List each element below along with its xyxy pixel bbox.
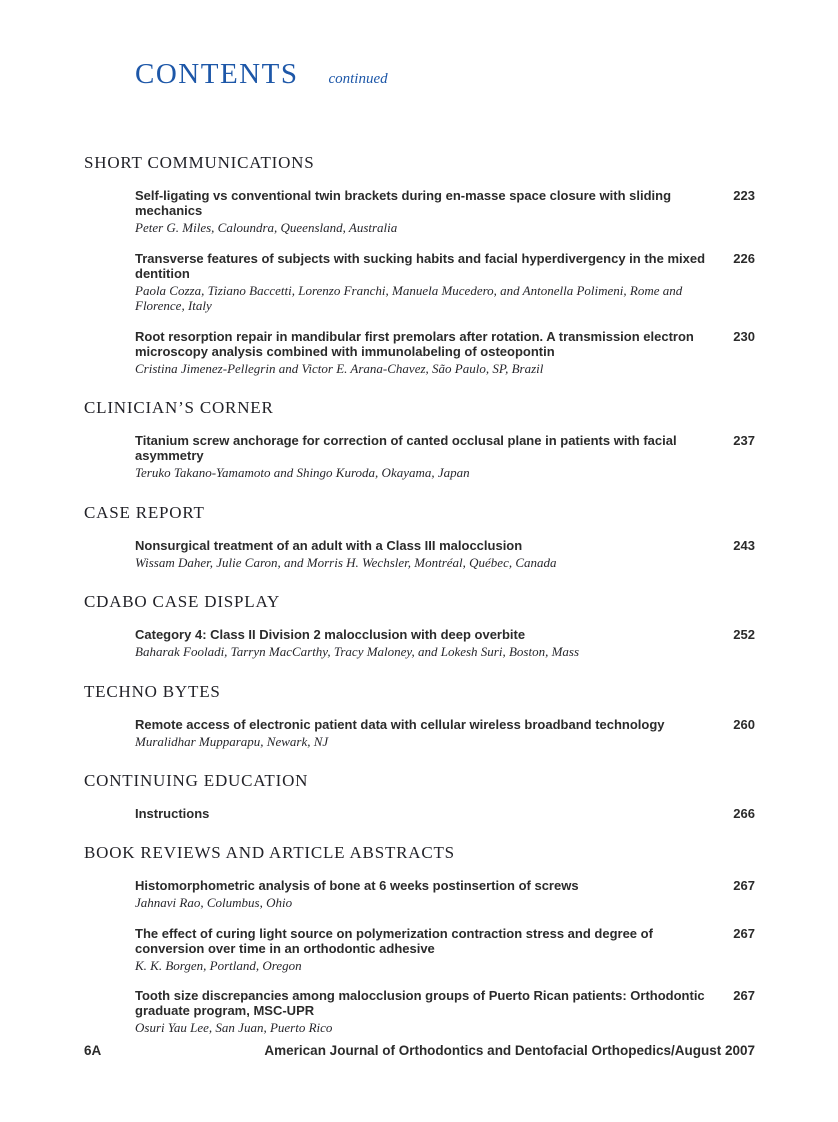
article-title: Self-ligating vs conventional twin brackets during en-masse space closure with sliding mechanics xyxy=(135,188,672,218)
section-clinicians-corner xyxy=(84,398,755,481)
article-page-number: 223 xyxy=(733,188,755,203)
toc-entry xyxy=(84,188,755,236)
article-title: Histomorphometric analysis of bone at 6 weeks postinsertion of screws xyxy=(135,878,579,893)
section-cdabo-case-display xyxy=(84,592,755,660)
article-authors: Wissam Daher, Julie Caron, and Morris H. Wechsler, Montréal, Québec, Canada xyxy=(135,554,557,570)
page-title: CONTENTS xyxy=(135,58,299,90)
toc-entry-title-row xyxy=(135,251,755,281)
article-title: Root resorption repair in mandibular first premolars after rotation. A transmission electron microscopy analysis combined with immunolabeling of osteopontin xyxy=(135,328,694,359)
toc-entry-title-row xyxy=(135,717,755,732)
toc-entry-title-row xyxy=(135,188,755,218)
toc-entry xyxy=(84,926,755,974)
article-title: Remote access of electronic patient data with cellular wireless broadband technology xyxy=(135,716,665,732)
toc-entry xyxy=(84,433,755,481)
section-short-communications xyxy=(84,153,755,376)
article-title: Titanium screw anchorage for correction of canted occlusal plane in patients with facial asymmetry xyxy=(135,433,677,463)
article-authors: Peter G. Miles, Caloundra, Queensland, Australia xyxy=(135,220,398,235)
toc-entry-title-row xyxy=(135,433,755,463)
section-heading: TECHNO BYTES xyxy=(84,681,221,701)
article-title: The effect of curing light source on polymerization contraction stress and degree of conversion over time in an orthodontic adhesive xyxy=(135,925,653,956)
article-authors: Osuri Yau Lee, San Juan, Puerto Rico xyxy=(135,1020,333,1035)
toc-entry-title-row xyxy=(135,878,755,893)
footer-page-label: 6A xyxy=(84,1043,102,1058)
page-footer xyxy=(84,1043,755,1058)
section-continuing-education xyxy=(84,771,755,821)
article-page-number: 260 xyxy=(733,716,755,732)
section-heading: CONTINUING EDUCATION xyxy=(84,771,309,790)
toc-entry xyxy=(84,717,755,750)
article-authors: Muralidhar Mupparapu, Newark, NJ xyxy=(135,733,329,749)
article-page-number: 252 xyxy=(733,627,755,642)
article-authors: K. K. Borgen, Portland, Oregon xyxy=(135,957,302,973)
toc-entry xyxy=(84,329,755,377)
toc-entry xyxy=(84,806,755,821)
footer-journal-title: American Journal of Orthodontics and Dentofacial Orthopedics/August 2007 xyxy=(264,1043,755,1058)
section-book-reviews-and-article-abstracts xyxy=(84,843,755,1036)
toc-entry xyxy=(84,988,755,1036)
article-title: Category 4: Class II Division 2 malocclusion with deep overbite xyxy=(135,627,526,642)
section-heading: CDABO CASE DISPLAY xyxy=(84,592,281,611)
article-title: Tooth size discrepancies among malocclusion groups of Puerto Rican patients: Orthodontic graduate program, MSC-UPR xyxy=(135,988,705,1018)
article-authors: Baharak Fooladi, Tarryn MacCarthy, Tracy Maloney, and Lokesh Suri, Boston, Mass xyxy=(135,644,580,659)
article-page-number: 267 xyxy=(733,925,755,941)
article-title: Nonsurgical treatment of an adult with a Class III malocclusion xyxy=(135,537,523,553)
toc-entry-title-row xyxy=(135,988,755,1018)
toc-entry-title-row xyxy=(135,538,755,553)
section-heading: CLINICIAN’S CORNER xyxy=(84,398,274,417)
section-case-report xyxy=(84,503,755,571)
toc-entry xyxy=(84,538,755,571)
page-header xyxy=(135,58,755,91)
continued-label: continued xyxy=(328,71,388,87)
toc-entry-title-row xyxy=(135,627,755,642)
article-title: Instructions xyxy=(135,806,210,821)
toc-entry-title-row xyxy=(135,806,755,821)
toc-entry xyxy=(84,251,755,314)
article-page-number: 266 xyxy=(733,806,755,821)
section-heading: BOOK REVIEWS AND ARTICLE ABSTRACTS xyxy=(84,843,455,862)
article-page-number: 243 xyxy=(733,537,755,553)
article-authors: Jahnavi Rao, Columbus, Ohio xyxy=(135,895,293,910)
toc-entry xyxy=(84,878,755,911)
section-techno-bytes xyxy=(84,682,755,750)
section-heading: CASE REPORT xyxy=(84,502,205,522)
article-authors: Paola Cozza, Tiziano Baccetti, Lorenzo Franchi, Manuela Mucedero, and Antonella Polimeni, Rome and Florence, Italy xyxy=(135,282,683,313)
toc-entry xyxy=(84,627,755,660)
article-page-number: 226 xyxy=(733,250,755,266)
article-title: Transverse features of subjects with sucking habits and facial hyperdivergency in the mixed dentition xyxy=(135,250,706,281)
article-authors: Teruko Takano-Yamamoto and Shingo Kuroda, Okayama, Japan xyxy=(135,465,470,480)
article-authors: Cristina Jimenez-Pellegrin and Victor E. Arana-Chavez, São Paulo, SP, Brazil xyxy=(135,360,544,376)
toc-entry-title-row xyxy=(135,329,755,359)
section-heading: SHORT COMMUNICATIONS xyxy=(84,153,315,172)
article-page-number: 230 xyxy=(733,328,755,344)
article-page-number: 237 xyxy=(733,433,755,448)
article-page-number: 267 xyxy=(733,878,755,893)
article-page-number: 267 xyxy=(733,988,755,1003)
toc-entry-title-row xyxy=(135,926,755,956)
